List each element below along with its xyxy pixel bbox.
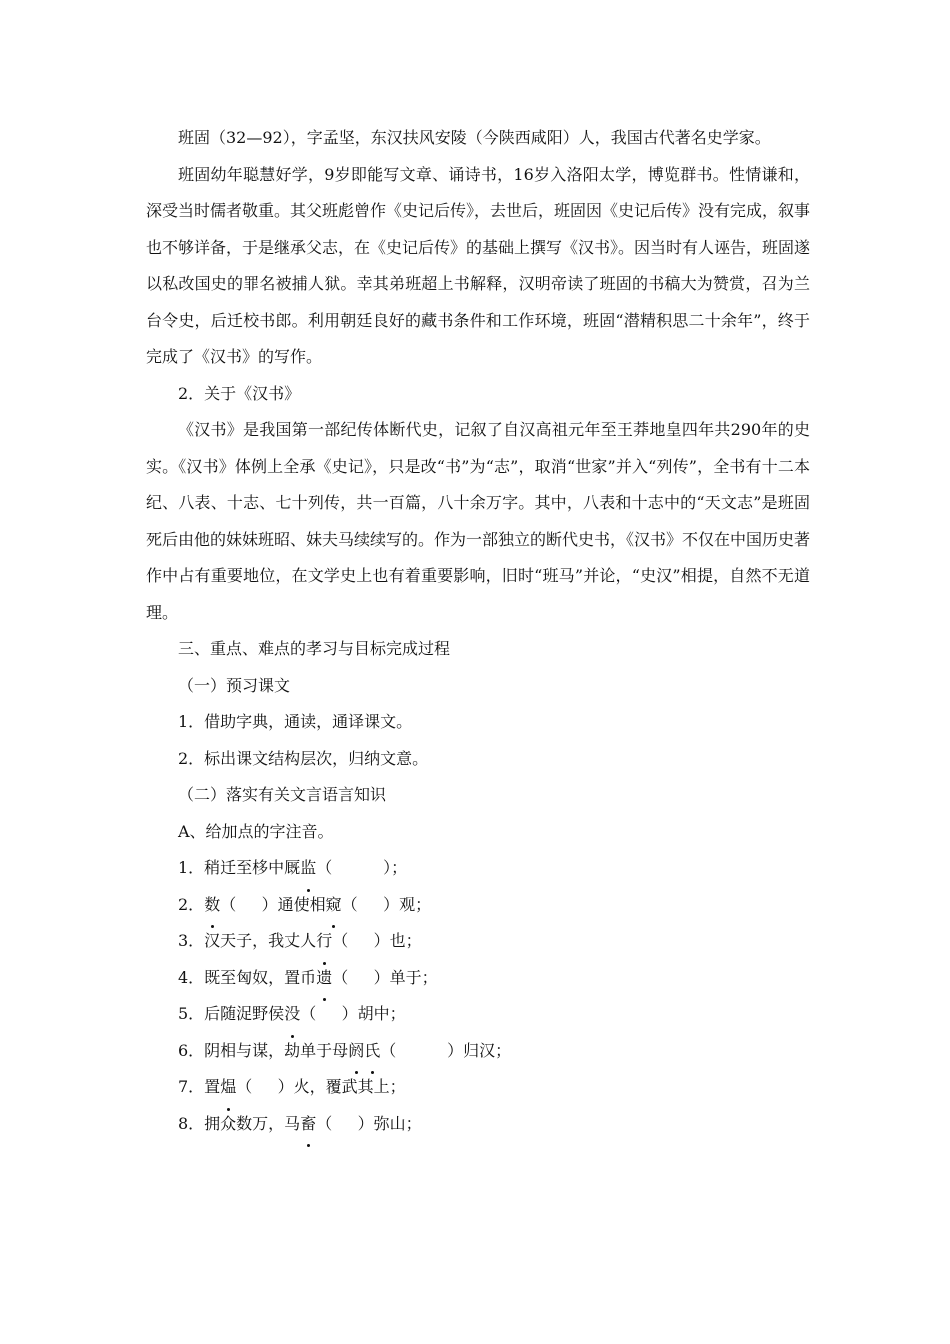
document-body	[146, 120, 810, 1142]
dotted-char: 阏	[348, 1033, 364, 1070]
question-8: 8．拥众数万，马畜（ ）弥山；	[178, 1106, 810, 1143]
dotted-char: 氏	[364, 1033, 380, 1070]
dotted-char: 遗	[316, 960, 332, 997]
preview-subheading: （一）预习课文	[178, 675, 291, 695]
question-7: 7．置煴（ ）火，覆武其上；	[178, 1069, 810, 1106]
language-knowledge-subheading: （二）落实有关文言语言知识	[178, 785, 387, 804]
question-1: 1．稍迁至栘中厩监（ ）；	[178, 850, 810, 887]
preview-item-1: 1．借助字典，通读，通译课文。	[178, 712, 413, 731]
hanshu-heading: 2．关于《汉书》	[178, 383, 301, 403]
question-3: 3．汉天子，我丈人行（ ）也；	[178, 923, 810, 960]
part-a-instruction: A、给加点的字注音。	[178, 821, 334, 841]
dotted-char: 煴	[220, 1069, 236, 1106]
preview-item-2: 2．标出课文结构层次，归纳文意。	[178, 748, 429, 768]
dotted-char: 畜	[300, 1106, 316, 1143]
dotted-char: 行	[316, 923, 332, 960]
question-5: 5．后随浞野侯没（ ）胡中；	[178, 996, 810, 1033]
question-4: 4．既至匈奴，置币遗（ ）单于；	[178, 960, 810, 997]
intro-paragraph-2: 班固幼年聪慧好学，9岁即能写文章、诵诗书，16岁入洛阳太学，博览群书。性情谦和，深受当时儒者敬重。其父班彪曾作《史记后传》，去世后，班固因《史记后传》没有完成，叙事也不够详备，于是继承父志，在《史记后传》的基础上撰写《汉书》。因当时有人诬告，班固遂以私改国史的罪名被捕人狱。幸其弟班超上书解释，汉明帝读了班固的书稿大为赞赏，召为兰台令史，后迁校书郎。利用朝廷良好的藏书条件和工作环境，班固“潜精积思二十余年”，终于完成了《汉书》的写作。	[146, 164, 811, 366]
dotted-char: 没	[284, 996, 300, 1033]
dotted-char: 数	[204, 887, 220, 924]
dotted-char: 监	[300, 850, 316, 887]
dotted-char: 窥	[326, 887, 342, 924]
hanshu-paragraph: 《汉书》是我国第一部纪传体断代史，记叙了自汉高祖元年至王莽地皇四年共290年的史实。《汉书》体例上全承《史记》，只是改“书”为“志”，取消“世家”并入“列传”，全书有十二本纪、八表、十志、七十列传，共一百篇，八十余万字。其中，八表和十志中的“天文志”是班固死后由他的妹妹班昭、妹夫马续续写的。作为一部独立的断代史书，《汉书》不仅在中国历史著作中占有重要地位，在文学史上也有着重要影响，旧时“班马”并论，“史汉”相提，自然不无道理。	[146, 420, 811, 622]
question-6: 6．阴相与谋，劫单于母阏氏（ ）归汉；	[178, 1033, 810, 1070]
question-2: 2．数（ ）通使相窥（ ）观；	[178, 887, 810, 924]
section-3-heading: 三、重点、难点的孝习与目标完成过程	[178, 639, 451, 658]
intro-paragraph-1: 班固（32—92），字孟坚，东汉扶风安陵（今陕西咸阳）人，我国古代著名史学家。	[178, 128, 771, 147]
